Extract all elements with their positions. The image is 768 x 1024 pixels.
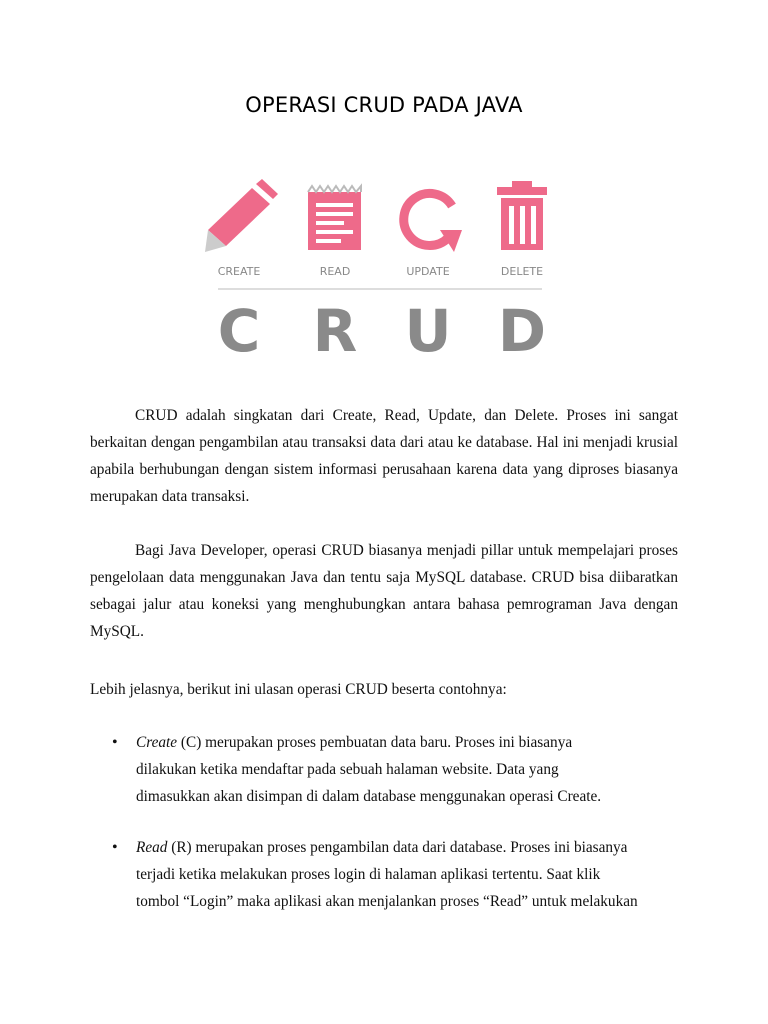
paragraph-java-developer: Bagi Java Developer, operasi CRUD biasanya menjadi pillar untuk mempelajari proses pengelolaan data menggunakan Java dan tentu saja MySQL database. CRUD bisa diibaratkan sebagai jalur atau koneksi yang menghubungkan antara bahasa pemrograman Java dengan MySQL. [90, 542, 678, 640]
trash-icon [497, 181, 547, 250]
pencil-icon [205, 179, 278, 252]
bullet-line: tombol “Login” maka aplikasi akan menjalankan proses “Read” untuk melakukan [136, 893, 638, 910]
bullet-line [136, 834, 690, 861]
graphic-label-create: CREATE [217, 265, 261, 278]
bullet-text: (R) merupakan proses pengambilan data dari database. Proses ini biasanya [167, 839, 628, 856]
paragraph-crud-definition: CRUD adalah singkatan dari Create, Read, Update, dan Delete. Proses ini sangat berkaitan dengan pengambilan atau transaksi data dari atau ke database. Hal ini menjadi krusial apabila berhubungan dengan sistem informasi perusahaan karena data yang diproses biasanya merupakan data transaksi. [90, 407, 678, 505]
crud-graphic [200, 176, 560, 362]
bullet-term: Create [136, 734, 178, 751]
intro-line: Lebih jelasnya, berikut ini ulasan operasi CRUD beserta contohnya: [90, 681, 507, 698]
bullet-text: (C) merupakan proses pembuatan data baru. Proses ini biasanya [177, 734, 573, 751]
page-title: OPERASI CRUD PADA JAVA [245, 93, 523, 117]
graphic-label-update: UPDATE [406, 265, 450, 278]
bullet-list-create [90, 729, 690, 810]
bullet-line: terjadi ketika melakukan proses login di halaman aplikasi tertentu. Saat klik [136, 866, 601, 883]
graphic-label-delete: DELETE [500, 265, 544, 278]
list-item [90, 834, 690, 915]
document-icon [308, 186, 361, 250]
bullet-list-read [90, 834, 690, 915]
refresh-icon [404, 193, 462, 252]
bullet-icon: • [112, 734, 118, 751]
graphic-letter-d: D [497, 297, 547, 362]
graphic-letter-r: R [312, 297, 358, 362]
bullet-line: dilakukan ketika mendaftar pada sebuah halaman website. Data yang [136, 761, 559, 778]
graphic-letter-c: C [217, 297, 261, 362]
graphic-label-read: READ [319, 265, 351, 278]
bullet-line [136, 729, 690, 756]
bullet-term: Read [136, 839, 168, 856]
bullet-line: dimasukkan akan disimpan di dalam database menggunakan operasi Create. [136, 788, 602, 805]
list-item [90, 729, 690, 810]
graphic-letter-u: U [404, 297, 452, 362]
bullet-icon: • [112, 839, 118, 856]
